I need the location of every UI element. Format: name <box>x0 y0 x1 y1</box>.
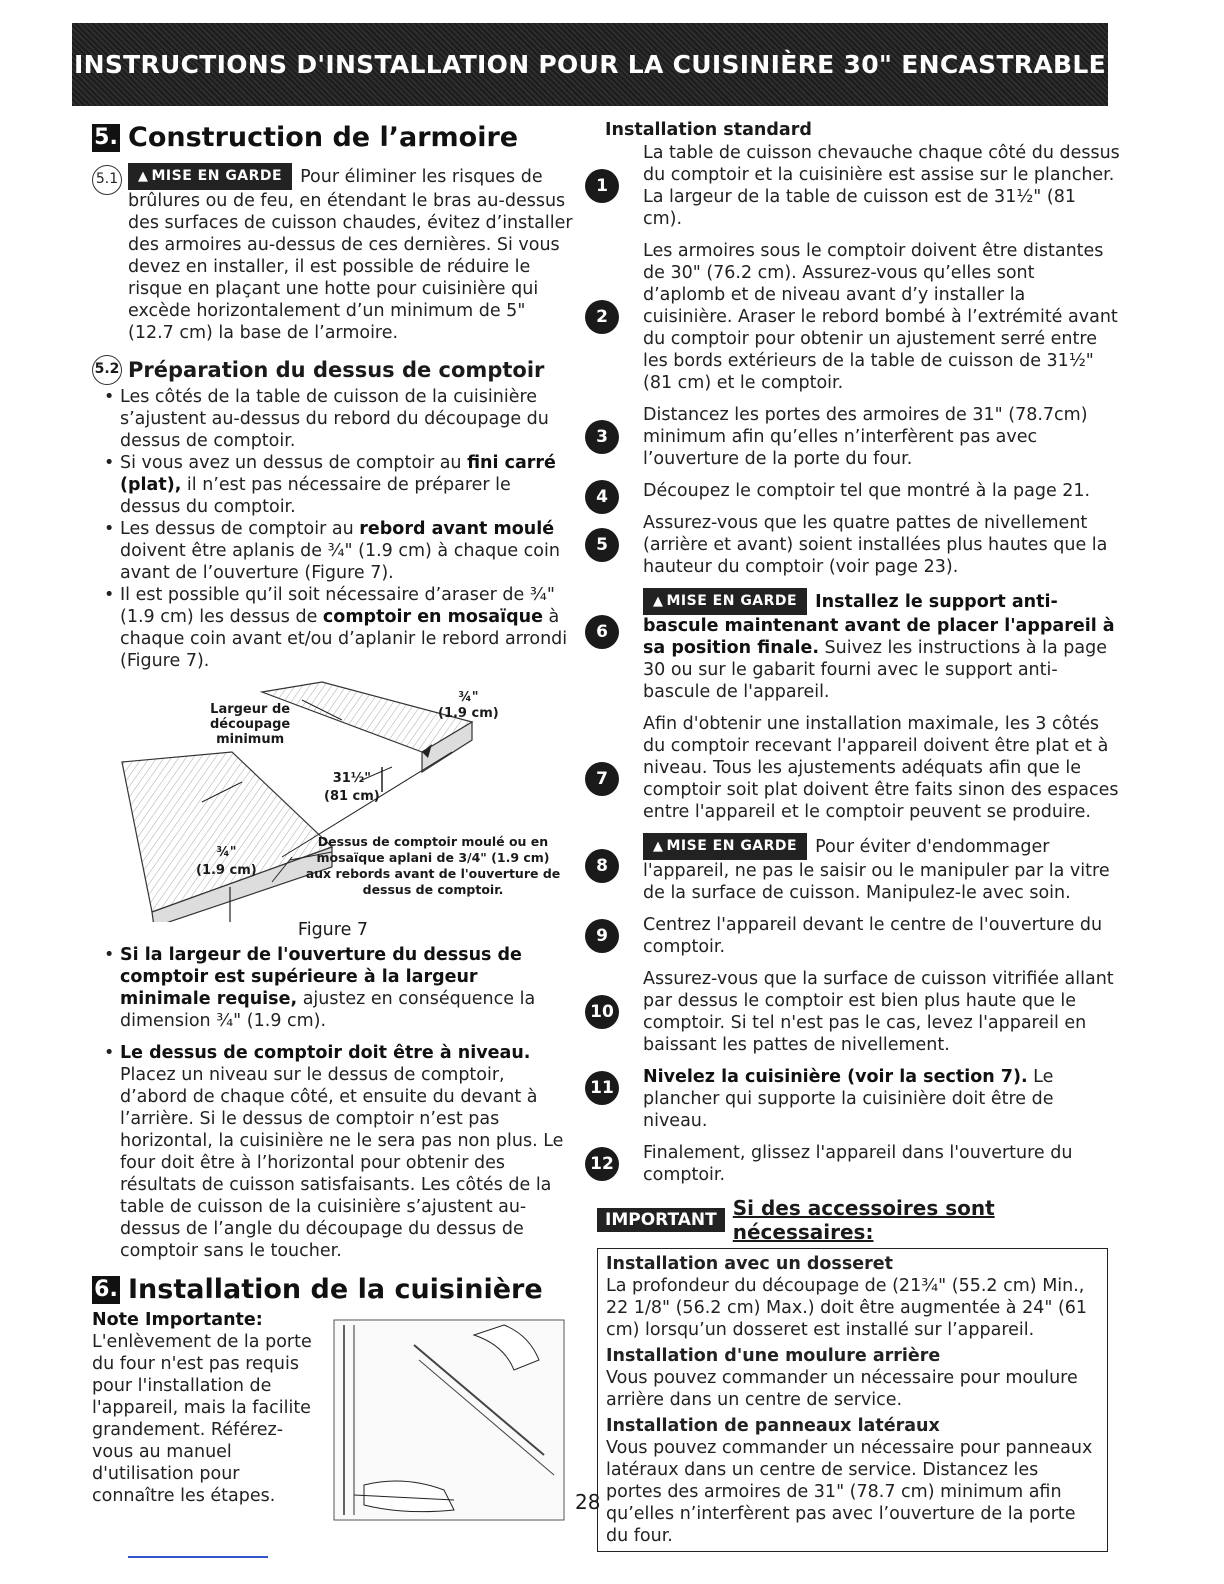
step-text: Afin d'obtenir une installation maximale, les 3 côtés du comptoir recevant l'appareil doivent être plat et à niveau. Tous les ajustements adéquats afin que le comptoir soit plat doivent être faits sinon des espaces entre l'appareil et le comptoir peuvent se produire. <box>643 714 1119 822</box>
warning-badge <box>643 833 807 860</box>
list-item <box>92 944 574 1032</box>
list-item <box>92 386 574 452</box>
label-text: ¾" <box>458 690 479 705</box>
step-text: La table de cuisson chevauche chaque côté du dessus du comptoir et la cuisinière est assise sur le plancher. La largeur de la table de cuisson est de 31½" (81 cm). <box>643 143 1120 229</box>
backsplash-text: La profondeur du découpage de (21¾" (55.2 cm) Min., 22 1/8" (56.2 cm) Max.) doit être augmentée à 24" (61 cm) lorsqu’un dosseret est installé sur l’appareil. <box>606 1276 1088 1340</box>
accessories-title: Si des accessoires sont nécessaires: <box>732 1196 995 1244</box>
section-5-title: Construction de l’armoire <box>128 122 519 153</box>
label-text: ¾" <box>216 845 237 860</box>
step-number-icon: 9 <box>585 919 619 953</box>
bullet-text: Les côtés de la table de cuisson de la cuisinière s’ajustent au-dessus du rebord du découpage du dessus de comptoir. <box>120 387 549 451</box>
warning-triangle-icon: ▲ <box>138 169 149 184</box>
step-number-icon: 5 <box>585 528 619 562</box>
important-badge: IMPORTANT <box>597 1208 725 1232</box>
oven-door-icon <box>324 1315 574 1525</box>
warning-badge <box>643 588 807 615</box>
installation-steps <box>585 142 1120 1186</box>
step-number-icon: 6 <box>585 615 619 649</box>
warning-triangle-icon: ▲ <box>653 594 664 609</box>
bullet-text: doivent être aplanis de ¾" (1.9 cm) à chaque coin avant de l’ouverture (Figure 7). <box>120 541 560 583</box>
label-top-dimension <box>438 690 499 722</box>
installation-step <box>585 713 1120 823</box>
note-text: dessus de comptoir. <box>362 882 504 897</box>
note-bold: Note Importante: <box>92 1310 263 1330</box>
right-column <box>585 120 1120 1552</box>
warning-badge <box>128 163 292 190</box>
label-cutout-width <box>210 702 290 747</box>
section-6-number: 6. <box>92 1276 120 1304</box>
label-cooktop-width <box>324 770 380 806</box>
installation-standard-heading: Installation standard <box>605 120 812 140</box>
countertop-prep-list <box>92 386 574 672</box>
note-text: L'enlèvement de la porte du four n'est pas requis pour l'installation de l'appareil, mais la facilite grandement. Référez-vous au manuel d'utilisation pour connaître les étapes. <box>92 1332 312 1506</box>
note-text: mosaïque aplani de 3/4" (1.9 cm) <box>316 850 550 865</box>
section-6 <box>92 1274 574 1506</box>
important-heading <box>585 1196 1120 1244</box>
step-text: Le plancher qui supporte la cuisinière doit être de niveau. <box>643 1067 1054 1131</box>
installation-step <box>585 240 1120 394</box>
installation-step <box>585 1066 1120 1132</box>
subsection-5-2-title: Préparation du dessus de comptoir <box>128 358 545 382</box>
list-item <box>92 1042 574 1262</box>
list-item <box>92 584 574 672</box>
figure-7-diagram <box>92 672 574 922</box>
step-number-icon: 2 <box>585 300 619 334</box>
section-6-note <box>92 1309 312 1507</box>
bullet-bold: Si la largeur de l'ouverture du dessus de comptoir est supérieure à la largeur minimale requise, <box>120 945 522 1009</box>
subsection-5-2-heading <box>92 358 574 382</box>
bullet-text: Si vous avez un dessus de comptoir au <box>120 453 468 473</box>
label-text: découpage <box>210 717 291 732</box>
step-number-icon: 3 <box>585 420 619 454</box>
page-banner <box>72 23 1108 106</box>
label-front-dimension <box>196 844 257 880</box>
countertop-requirements-list <box>92 944 574 1262</box>
list-item <box>92 518 574 584</box>
step-text: Découpez le comptoir tel que montré à la page 21. <box>643 481 1091 501</box>
label-text: 31½" <box>332 771 372 786</box>
rear-trim-heading: Installation d'une moulure arrière <box>606 1346 941 1366</box>
section-5-number: 5. <box>92 124 120 152</box>
step-text: Finalement, glissez l'appareil dans l'ouverture du comptoir. <box>643 1143 1073 1185</box>
step-text: Assurez-vous que la surface de cuisson vitrifiée allant par dessus le comptoir est bien plus haute que le comptoir. Si tel n'est pas le cas, levez l'appareil en baissant les pattes de nivellement. <box>643 969 1114 1055</box>
banner-title: INSTRUCTIONS D'INSTALLATION POUR LA CUISINIÈRE 30" ENCASTRABLE <box>74 50 1106 79</box>
installation-step <box>585 480 1120 507</box>
accessories-box <box>597 1248 1108 1552</box>
section-6-title: Installation de la cuisinière <box>128 1274 543 1305</box>
backsplash-heading: Installation avec un dosseret <box>606 1254 893 1274</box>
door-removal-illustration <box>324 1315 574 1525</box>
note-text: aux rebords avant de l'ouverture de <box>305 866 561 881</box>
installation-step <box>585 588 1120 703</box>
bullet-bold: rebord avant moulé <box>359 519 555 539</box>
bullet-text: Il est possible qu’il soit nécessaire d’araser de ¾" (1.9 cm) les dessus de <box>120 585 555 627</box>
bullet-bold: Le dessus de comptoir doit être à niveau. <box>120 1043 531 1063</box>
warning-badge-label: MISE EN GARDE <box>151 168 283 184</box>
bullet-text: à chaque coin avant et/ou d’aplanir le rebord arrondi (Figure 7). <box>120 607 568 671</box>
step-number-icon: 12 <box>585 1147 619 1181</box>
page-number: 28 <box>575 1490 601 1514</box>
warning-badge-label: MISE EN GARDE <box>666 838 798 854</box>
installation-step <box>585 968 1120 1056</box>
bullet-bold: comptoir en mosaïque <box>322 607 543 627</box>
installation-step <box>585 1142 1120 1186</box>
subsection-5-1-text: Pour éliminer les risques de brûlures ou de feu, en étendant le bras au-dessus des surfaces de cuisson chaudes, évitez d’installer des armoires au-dessus de ces dernières. Si vous devez en installer, il est possible de réduire le risque en plaçant une hotte pour cuisinière qui excède horizontalement d’un minimum de 5" (12.7 cm) la base de l’armoire. <box>128 167 573 343</box>
subsection-5-1-label: 5.1 <box>92 165 122 195</box>
left-column <box>92 122 574 1525</box>
warning-triangle-icon: ▲ <box>653 839 664 854</box>
figure-caption: Figure 7 <box>297 920 369 940</box>
step-number-icon: 1 <box>585 169 619 203</box>
bullet-text: il n’est pas nécessaire de préparer le dessus du comptoir. <box>120 475 511 517</box>
subsection-5-1 <box>92 163 574 344</box>
step-text: Assurez-vous que les quatre pattes de nivellement (arrière et avant) soient installées plus hautes que la hauteur du comptoir (voir page 23). <box>643 513 1108 577</box>
step-text: Pour éviter d'endommager l'appareil, ne pas le saisir ou le manipuler par la vitre de la surface de cuisson. Manipulez-le avec soin. <box>643 837 1110 903</box>
note-text: Dessus de comptoir moulé ou en <box>317 834 549 849</box>
step-bold-text: Nivelez la cuisinière (voir la section 7). <box>643 1067 1028 1087</box>
step-text: Distancez les portes des armoires de 31" (78.7cm) minimum afin qu’elles n’interfèrent pas avec l’ouverture de la porte du four. <box>643 405 1088 469</box>
label-text: minimum <box>216 732 285 747</box>
footer-divider <box>128 1556 268 1558</box>
label-text: (81 cm) <box>324 789 380 804</box>
installation-step <box>585 512 1120 578</box>
label-text: Largeur de <box>210 702 291 717</box>
warning-badge-label: MISE EN GARDE <box>666 593 798 609</box>
label-text: (1.9 cm) <box>438 706 499 721</box>
step-number-icon: 10 <box>585 995 619 1029</box>
section-6-heading <box>92 1274 574 1305</box>
installation-step <box>585 914 1120 958</box>
subsection-5-2-label: 5.2 <box>92 355 122 385</box>
step-text: Centrez l'appareil devant le centre de l'ouverture du comptoir. <box>643 915 1103 957</box>
step-bold-text: Installez le support anti-bascule maintenant avant de placer l'appareil à sa position finale. <box>643 592 1115 658</box>
step-number-icon: 8 <box>585 849 619 883</box>
bullet-text: ajustez en conséquence la dimension ¾" (1.9 cm). <box>120 989 536 1031</box>
installation-step <box>585 404 1120 470</box>
figure-note <box>298 834 568 898</box>
label-text: (1.9 cm) <box>196 863 257 878</box>
installation-step <box>585 142 1120 230</box>
side-panels-heading: Installation de panneaux latéraux <box>606 1416 940 1436</box>
step-text: Suivez les instructions à la page 30 ou sur le gabarit fourni avec le support anti-bascule de l'appareil. <box>643 638 1107 702</box>
step-number-icon: 7 <box>585 762 619 796</box>
side-panels-text: Vous pouvez commander un nécessaire pour panneaux latéraux dans un centre de service. Distancez les portes des armoires de 31" (78.7 cm) minimum afin qu’elles n’interfèrent pas avec l’ouverture de la porte du four. <box>606 1438 1093 1546</box>
section-5-heading <box>92 122 574 153</box>
bullet-text: Les dessus de comptoir au <box>120 519 360 539</box>
step-number-icon: 11 <box>585 1071 619 1105</box>
bullet-bold: fini carré (plat), <box>120 453 556 495</box>
installation-step <box>585 833 1120 904</box>
rear-trim-text: Vous pouvez commander un nécessaire pour moulure arrière dans un centre de service. <box>606 1368 1078 1410</box>
bullet-text: Placez un niveau sur le dessus de comptoir, d’abord de chaque côté, et ensuite du devant à l’arrière. Si le dessus de comptoir n’est pas horizontal, la cuisinière ne le sera pas non plus. Le four doit être à l’horizontal pour obtenir des résultats de cuisson satisfaisants. Les côtés de la table de cuisson de la cuisinière s’ajustent au-dessus de l’angle du découpage du dessus de comptoir sans le toucher. <box>120 1065 564 1261</box>
step-number-icon: 4 <box>585 480 619 514</box>
list-item <box>92 452 574 518</box>
step-text: Les armoires sous le comptoir doivent être distantes de 30" (76.2 cm). Assurez-vous qu’elles sont d’aplomb et de niveau avant d’y installer la cuisinière. Araser le rebord bombé à l’extrémité avant du comptoir pour obtenir un ajustement serré entre les bords extérieurs de la table de cuisson de 31½" (81 cm) et le comptoir. <box>643 241 1118 393</box>
